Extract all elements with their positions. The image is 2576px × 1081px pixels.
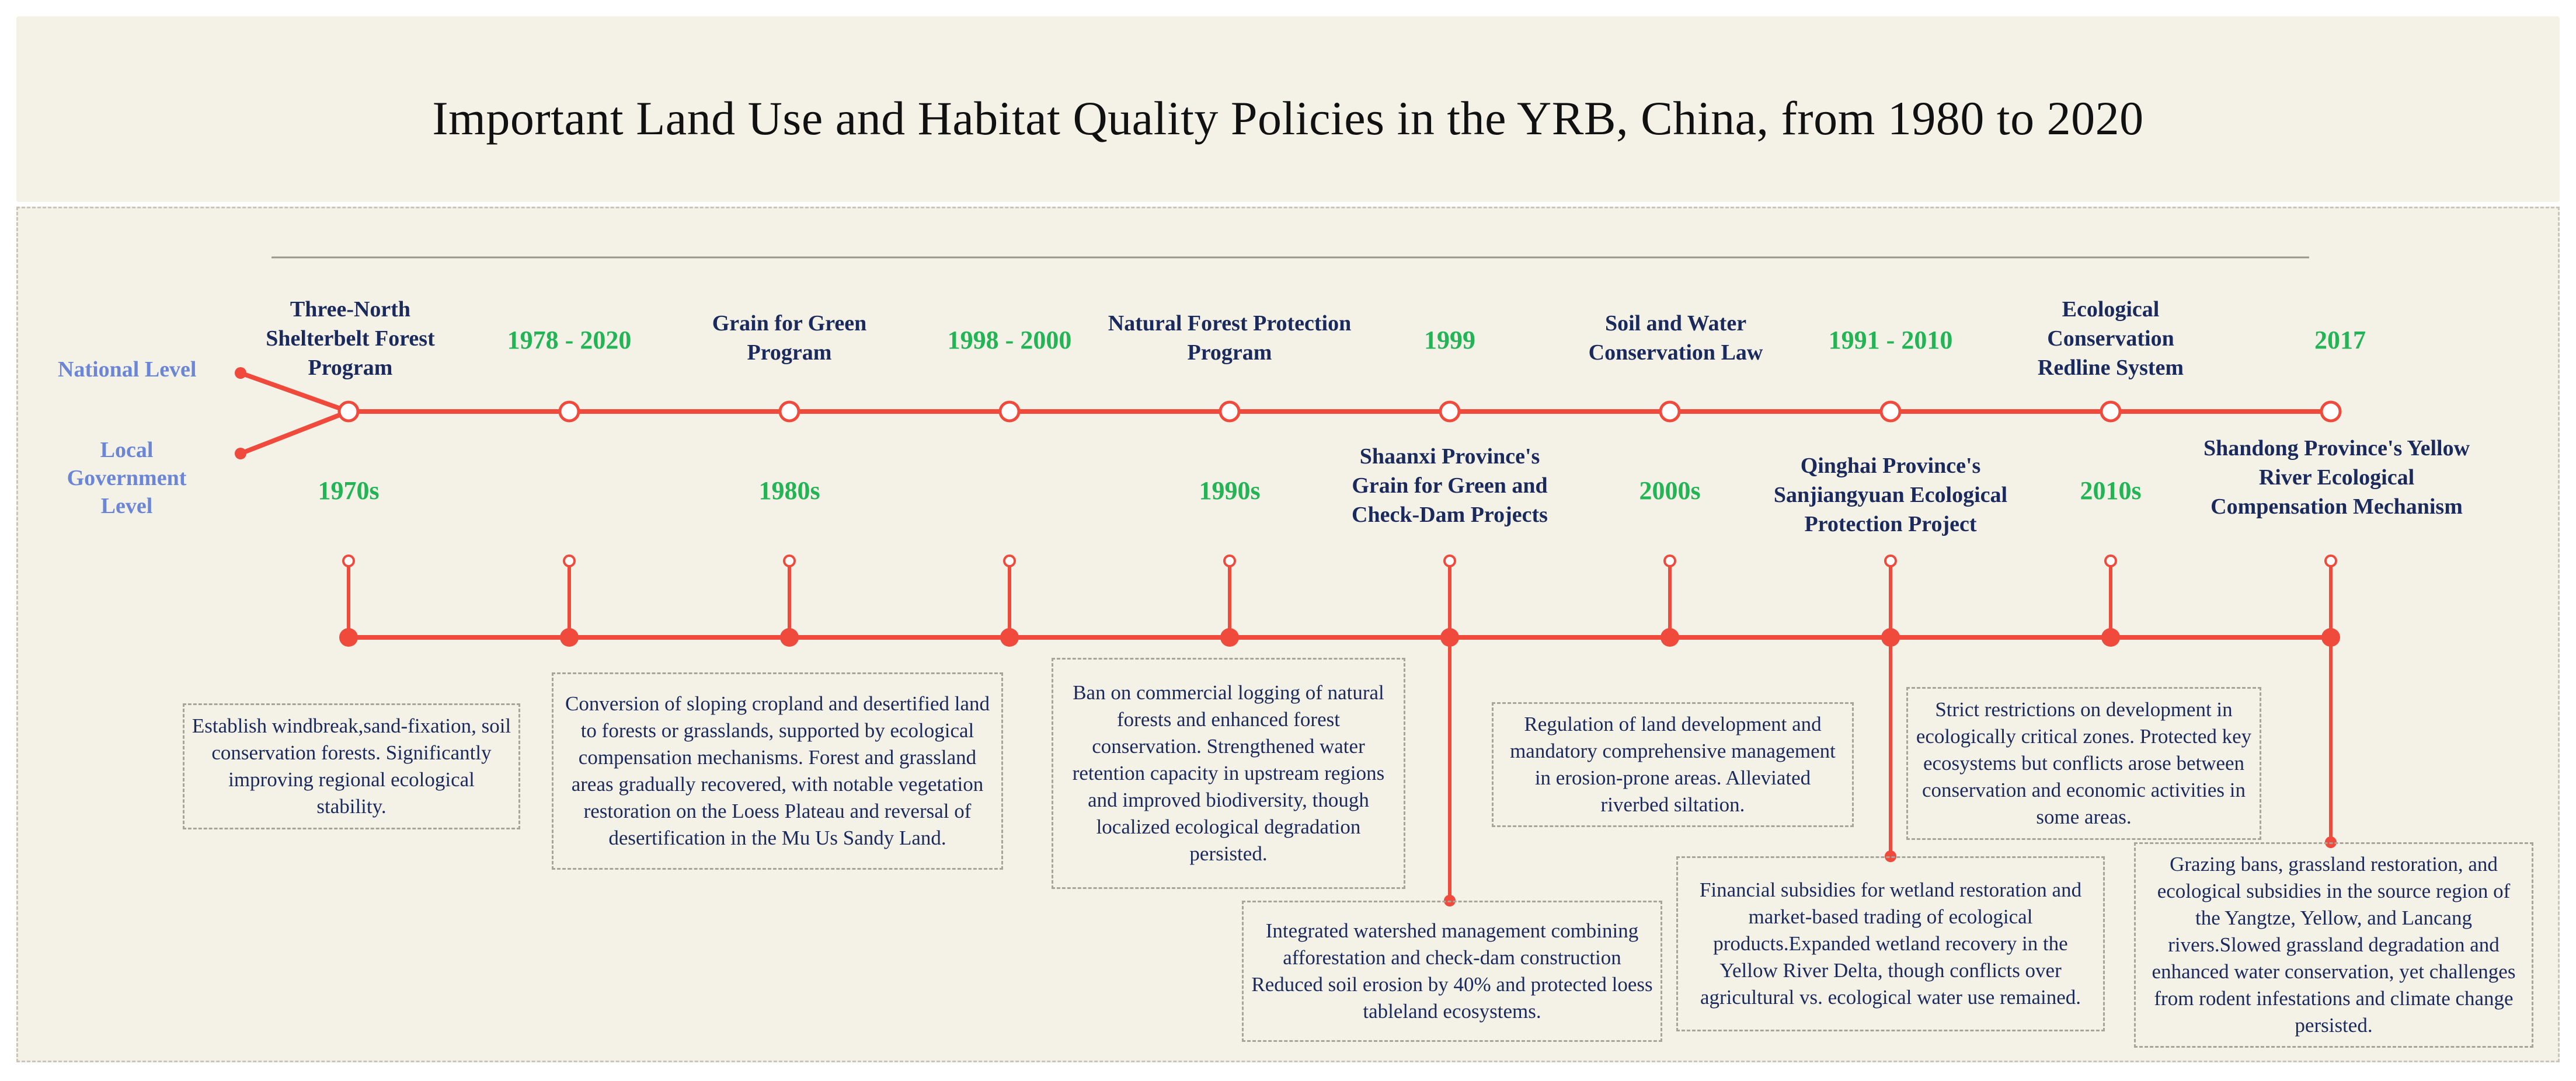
stem-top <box>1885 556 1896 566</box>
year-1999: 1999 <box>1424 326 1475 354</box>
stem-top <box>1004 556 1015 566</box>
stem-top <box>784 556 795 566</box>
lower-node <box>1440 628 1459 647</box>
decade-label: 1980s <box>758 476 820 505</box>
upper-node <box>1881 402 1900 421</box>
policy-grain-for-green: Grain for Green Program <box>712 311 867 365</box>
desc-shaanxi: Integrated watershed management combining afforestation and check-dam construction Reduced soil erosion by 40% and protected loess tableland ecosystems. <box>1242 901 1662 1042</box>
desc-qinghai: Financial subsidies for wetland restoration and market-based trading of ecological products.Expanded wetland recovery in the Yellow River Delta, though conflicts over agricultural vs. ecological water use remained. <box>1676 856 2105 1031</box>
year-2017: 2017 <box>2314 326 2366 354</box>
policy-redline: Ecological Conservation Redline System <box>2037 297 2184 380</box>
lower-node <box>339 628 358 647</box>
policy-shaanxi: Shaanxi Province's Grain for Green and Check-Dam Projects <box>1352 444 1548 527</box>
national-level-label: National Level <box>58 357 197 382</box>
policy-natural-forest: Natural Forest Protection Program <box>1108 311 1352 365</box>
upper-node <box>1661 402 1679 421</box>
policy-shandong: Shandong Province's Yellow River Ecological Compensation Mechanism <box>2203 436 2470 519</box>
local-connector-dot <box>235 448 246 459</box>
upper-node <box>1000 402 1019 421</box>
lower-node <box>1000 628 1019 647</box>
policy-three-north: Three-North Shelterbelt Forest Program <box>266 297 435 380</box>
decade-label: 2000s <box>1639 476 1701 505</box>
lower-node <box>780 628 799 647</box>
upper-node <box>1220 402 1239 421</box>
desc-three-north: Establish windbreak,sand-fixation, soil conservation forests. Significantly improving regional ecological stability. <box>183 703 520 829</box>
year-1978-2020: 1978 - 2020 <box>507 326 632 354</box>
stem-top <box>343 556 354 566</box>
local-level-label: Local Government Level <box>67 438 187 518</box>
desc-soil-water-law: Regulation of land development and mandatory comprehensive management in erosion-prone areas. Alleviated riverbed siltation. <box>1492 702 1854 827</box>
title-banner <box>16 16 2560 202</box>
stem-top <box>1665 556 1675 566</box>
stem-top <box>1444 556 1455 566</box>
upper-node <box>2321 402 2340 421</box>
desc-redline: Strict restrictions on development in ecologically critical zones. Protected key ecosystems but conflicts arose between conservation and economic activities in some areas. <box>1906 687 2261 840</box>
stem-top <box>2326 556 2336 566</box>
stem-top <box>2105 556 2116 566</box>
policy-soil-water-law: Soil and Water Conservation Law <box>1588 311 1763 365</box>
policy-qinghai: Qinghai Province's Sanjiangyuan Ecological Protection Project <box>1773 454 2008 536</box>
decade-label: 1990s <box>1199 476 1261 505</box>
year-1998-2000: 1998 - 2000 <box>947 326 1072 354</box>
upper-node <box>560 402 579 421</box>
desc-shandong: Grazing bans, grassland restoration, and ecological subsidies in the source region of the Yangtze, Yellow, and Lancang rivers.Slowed grassland degradation and enhanced water conservation, yet challenges from rodent infestations and climate change persisted. <box>2134 842 2533 1048</box>
upper-node <box>2101 402 2120 421</box>
page-title: Important Land Use and Habitat Quality Policies in the YRB, China, from 1980 to 2020 <box>432 92 2144 145</box>
decade-label: 1970s <box>318 476 380 505</box>
stem-top <box>1224 556 1235 566</box>
upper-node <box>339 402 358 421</box>
desc-natural-forest: Ban on commercial logging of natural forests and enhanced forest conservation. Strengthened water retention capacity in upstream regions and improved biodiversity, though localized ecological degradation persisted. <box>1052 658 1405 889</box>
stem-top <box>564 556 575 566</box>
upper-node <box>1440 402 1459 421</box>
lower-node <box>1881 628 1900 647</box>
lower-node <box>1661 628 1679 647</box>
lower-node <box>2101 628 2120 647</box>
timeline-panel <box>16 207 2560 1062</box>
upper-node <box>780 402 799 421</box>
lower-node <box>2321 628 2340 647</box>
lower-node <box>1220 628 1239 647</box>
lower-node <box>560 628 579 647</box>
local-connector <box>241 412 349 454</box>
year-1991-2010: 1991 - 2010 <box>1828 326 1953 354</box>
desc-grain-for-green: Conversion of sloping cropland and desertified land to forests or grasslands, supported by ecological compensation mechanisms. Forest and grassland areas gradually recovered, with notable vegetation restoration on the Loess Plateau and reversal of desertification in the Mu Us Sandy Land. <box>552 672 1003 870</box>
decade-label: 2010s <box>2080 476 2142 505</box>
national-connector-dot <box>235 367 246 379</box>
